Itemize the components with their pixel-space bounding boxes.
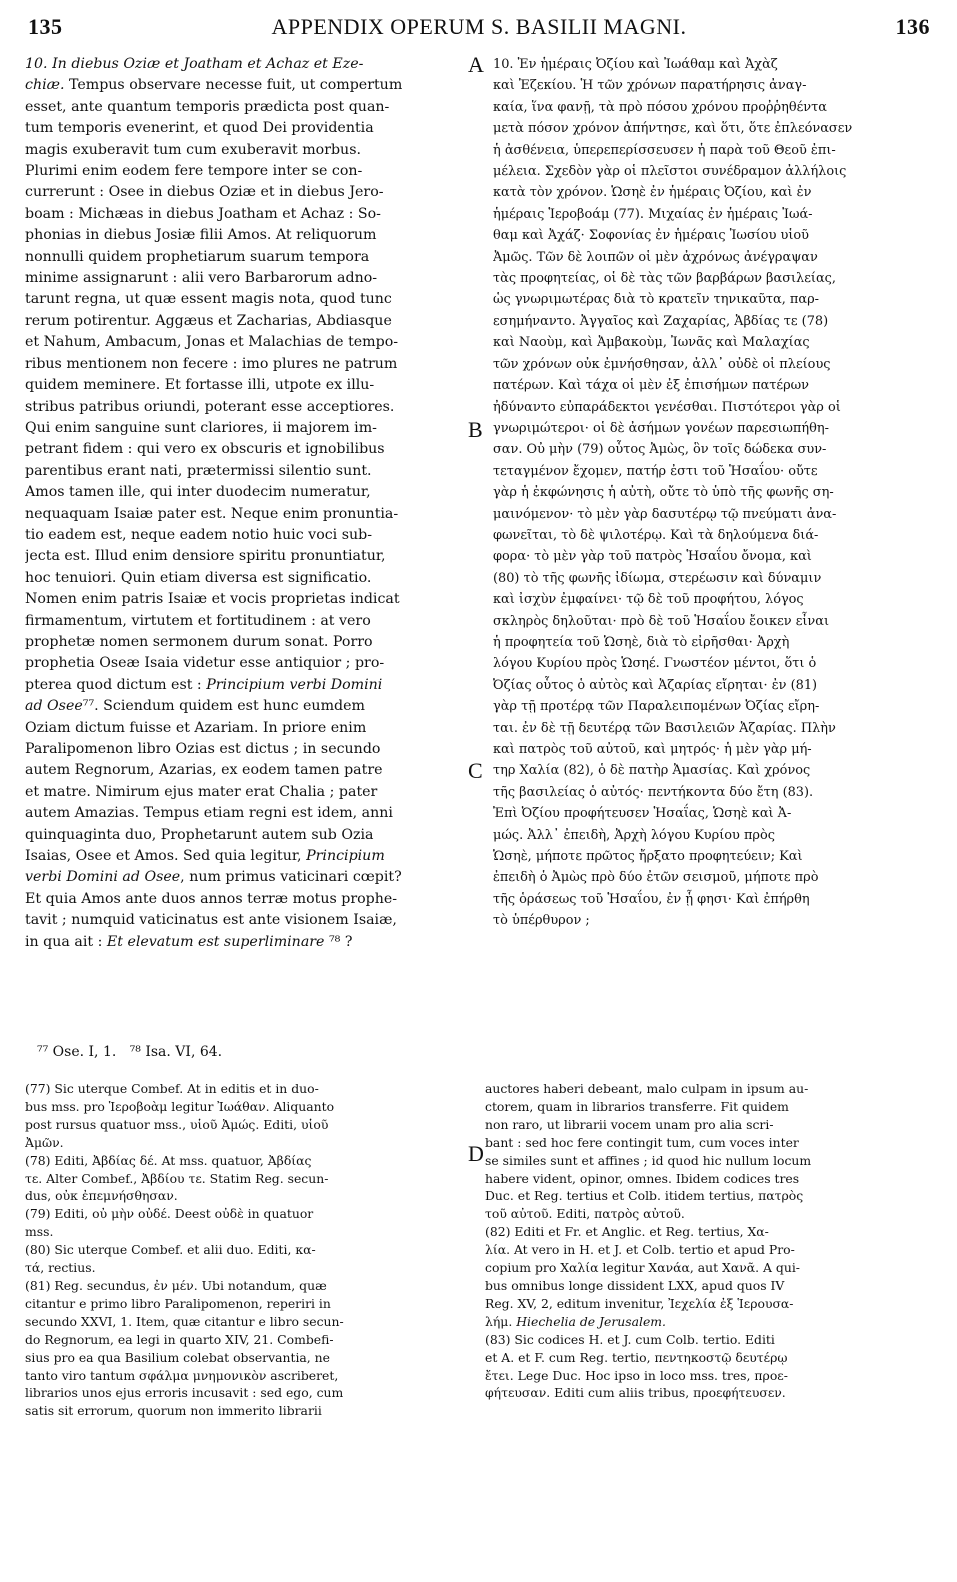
text-line: boam : Michæas in diebus Joatham et Achaz : So- xyxy=(25,205,381,222)
text-line: Et quia Amos ante duos annos terræ motus prophe- xyxy=(25,890,398,907)
text-line: ribus mentionem non fecere : imo plures ne patrum xyxy=(25,355,398,372)
note-line: (78) Editi, Ἀβδίας δέ. At mss. quatuor, Ἀβδίας xyxy=(25,1152,312,1168)
scripture-footnotes: ⁷⁷ Ose. I, 1. ⁷⁸ Isa. VI, 64. xyxy=(37,1044,223,1060)
text-line: σκληρὸς δηλοῦται· πρὸ δὲ τοῦ Ἡσαΐου ἔοικεν εἶναι xyxy=(493,613,830,629)
text-line: Isaias, Osee et Amos. Sed quia legitur, Principium xyxy=(25,848,385,865)
text-line: firmamentum, virtutem et fortitudinem : at vero xyxy=(25,612,371,629)
text-line: σαν. Οὐ μὴν (79) οὗτος Ἀμὼς, ὃν τοῖς δώδεκα συν- xyxy=(493,442,827,458)
quotation: Principium verbi Domini xyxy=(206,676,383,693)
text-line: tum temporis evenerint, et quod Dei providentia xyxy=(25,120,374,137)
footnote-ref: ⁷⁷ xyxy=(82,698,95,715)
text-line: καὶ ἰσχὺν ἐμφαίνει· τῷ δὲ τοῦ προφήτου, λόγος xyxy=(493,592,804,608)
text-line: nonnulli quidem prophetiarum suarum tempora xyxy=(25,248,370,265)
quotation: Hiechelia de Jerusalem. xyxy=(516,1313,666,1329)
text-line: μέλεια. Σχεδὸν γὰρ οἱ πλεῖστοι συνέδραμον ἀλλήλοις xyxy=(493,164,847,180)
note-line: τοῦ αὐτοῦ. Editi, πατρὸς αὐτοῦ. xyxy=(485,1206,685,1222)
text-line: ἡ προφητεία τοῦ Ὡσηὲ, διὰ τὸ εἰρῆσθαι· Ἀρχὴ xyxy=(493,634,790,650)
note-line: τε. Alter Combef., Ἀβδίου τε. Statim Reg. secun- xyxy=(25,1170,329,1186)
page-header xyxy=(28,14,930,44)
quotation: ad Osee xyxy=(25,698,83,715)
text-line: ὡς γνωριμωτέρας διὰ τὸ κρατεῖν τηνικαῦτα, παρ- xyxy=(493,292,820,308)
page-number-right: 136 xyxy=(895,14,930,39)
text-line: καὶ Ἐζεκίου. Ἡ τῶν χρόνων παρατήρησις ἀναγ- xyxy=(493,78,807,94)
text-line: Plurimi enim eodem fere tempore inter se con- xyxy=(25,163,363,180)
text-line: prophetia Oseæ Isaia videtur esse antiquior ; pro- xyxy=(25,655,385,672)
text-line: stribus patribus oriundi, poterant esse acceptiores. xyxy=(25,398,395,415)
text-line: γνωριμώτεροι· οἱ δὲ ἀσήμων γονέων παρεσιωπήθη- xyxy=(493,420,829,436)
text-line: τῶν χρόνων οὐκ ἐμνήσθησαν, ἀλλ᾽ οὐδὲ οἱ πλείους xyxy=(493,356,831,372)
note-line: λήμ. Hiechelia de Jerusalem. xyxy=(485,1313,666,1329)
margin-marker-d: D xyxy=(468,1141,484,1166)
text-line: Ὡσηὲ, μήποτε πρῶτος ἤρξατο προφητεύειν; Καὶ xyxy=(493,849,803,865)
note-line: λία. At vero in H. et J. et Colb. tertio et apud Pro- xyxy=(485,1242,795,1258)
text-line: Paralipomenon libro Ozias est dictus ; in secundo xyxy=(25,741,381,757)
text-line: φορα· τὸ μὲν γὰρ τοῦ πατρὸς Ἡσαΐου ὄνομα, καὶ xyxy=(493,549,812,565)
quotation: Principium xyxy=(306,848,385,865)
text-line: κατὰ τὸν χρόνον. Ὡσηὲ ἐν ἡμέραις Ὀζίου, καὶ ἐν xyxy=(493,185,812,201)
text-line: quinquaginta duo, Prophetarunt autem sub Ozia xyxy=(25,826,374,843)
text-line: φωνεῖται, τὸ δὲ ψιλοτέρῳ. Καὶ τὰ δηλούμενα διά- xyxy=(493,527,819,543)
note-line: se similes sunt et affines ; id quod hic nullum locum xyxy=(485,1152,812,1168)
note-line: (77) Sic uterque Combef. At in editis et in duo- xyxy=(25,1081,319,1096)
latin-column xyxy=(25,54,465,953)
text-line: phonias in diebus Josiæ filii Amos. At reliquorum xyxy=(25,227,377,244)
text-line: tarunt regna, ut quæ essent magis nota, quod tunc xyxy=(25,291,392,308)
text-line: tavit ; numquid vaticinatus est ante visionem Isaiæ, xyxy=(25,912,397,929)
note-line: (82) Editi et Fr. et Anglic. et Reg. tertius, Χα- xyxy=(485,1224,769,1240)
note-line: bant : sed hoc fere contingit tum, cum voces inter xyxy=(485,1134,799,1150)
section-heading: 10. In diebus Oziæ et Joatham et Achaz et Eze- xyxy=(25,56,364,72)
page-number-left: 135 xyxy=(28,14,63,39)
text-line: μώς. Ἀλλ᾽ ἐπειδὴ, Ἀρχὴ λόγου Κυρίου πρὸς xyxy=(493,827,775,843)
text-line: μαινόμενον· τὸ μὲν γὰρ δασυτέρῳ τῷ πνεύματι ἀνα- xyxy=(493,506,837,522)
text-line: Amos tamen ille, qui inter duodecim numeratur, xyxy=(25,484,371,501)
note-line: et A. et F. cum Reg. tertio, πεντηκοστῷ δευτέρῳ xyxy=(485,1349,788,1365)
note-line: sius pro ea qua Basilium colebat observantia, ne xyxy=(25,1349,330,1365)
note-line: (80) Sic uterque Combef. et alii duo. Editi, κα- xyxy=(25,1242,316,1258)
text-line: Ἀμῶς. Τῶν δὲ λοιπῶν οἱ μὲν ἀχρόνως ἀνέγραψαν xyxy=(493,249,818,265)
note-line: habere vident, opinor, omnes. Ibidem codices tres xyxy=(485,1170,800,1186)
text-line: πατέρων. Καὶ τάχα οἱ μὲν ἐξ ἐπισήμων πατέρων xyxy=(493,378,810,394)
text-line: petrant fidem : qui vero ex obscuris et ignobilibus xyxy=(25,441,385,458)
note-line: dus, οὐκ ἐπεμνήσθησαν. xyxy=(25,1188,178,1204)
text-line: ἐπειδὴ ὁ Ἀμὼς πρὸ δύο ἐτῶν σεισμοῦ, μήποτε πρὸ xyxy=(493,870,819,886)
note-line: φήτευσαν. Editi cum aliis tribus, προεφήτευσεν. xyxy=(485,1385,786,1401)
text-line: λόγου Κυρίου πρὸς Ὡσηέ. Γνωστέον μέντοι, ὅτι ὁ xyxy=(493,656,817,672)
quotation: verbi Domini ad Osee xyxy=(25,869,181,886)
section-heading-end: chiæ. xyxy=(25,77,65,94)
margin-marker-a: A xyxy=(468,52,484,77)
note-line: citantur e primo libro Paralipomenon, reperiri in xyxy=(25,1295,331,1311)
text-line: 10. Ἐν ἡμέραις Ὀζίου καὶ Ἰωάθαμ καὶ Ἀχὰζ xyxy=(493,57,778,72)
text-line: (80) τὸ τῆς φωνῆς ἰδίωμα, στερέωσιν καὶ δύναμιν xyxy=(493,570,822,586)
note-line: ctorem, quam in librarios transferre. Fit quidem xyxy=(485,1098,789,1114)
text-line: Ἐπὶ Ὀζίου προφήτευσεν Ἡσαΐας, Ὡσηὲ καὶ Ἀ- xyxy=(493,806,792,822)
text-line: τηρ Χαλία (82), ὁ δὲ πατὴρ Ἀμασίας. Καὶ χρόνος xyxy=(493,763,811,779)
text-line: τεταγμένον ἔχομεν, πατήρ ἐστι τοῦ Ἡσαΐου· οὔτε xyxy=(493,463,818,479)
text-line: verbi Domini ad Osee, num primus vaticinari cœpit? xyxy=(25,869,402,886)
text-line: Qui enim sanguine sunt clariores, ii majorem im- xyxy=(25,419,377,436)
note-line: ἔτει. Lege Duc. Hoc ipso in loco mss. tres, προε- xyxy=(485,1367,788,1383)
text-line: γὰρ ἡ ἐκφώνησις ἡ αὐτὴ, οὔτε τὸ ὑπὸ τῆς φωνῆς ση- xyxy=(493,485,834,501)
text-line: quidem meminere. Et fortasse illi, utpote ex illu- xyxy=(25,377,375,394)
note-line: Reg. XV, 2, editum invenitur, Ἰεχελία ἐξ Ἱερουσα- xyxy=(485,1295,794,1311)
text-line: ται. ἐν δὲ τῇ δευτέρᾳ τῶν Βασιλειῶν Ἀζαρίας. Πλὴν xyxy=(493,720,836,736)
note-line: bus omnibus longe dissident LXX, apud quos IV xyxy=(485,1277,785,1293)
text-line: εσημήναντο. Ἀγγαῖος καὶ Ζαχαρίας, Ἀβδίας τε (78) xyxy=(493,313,829,329)
margin-marker-b: B xyxy=(468,417,483,442)
text-line: pterea quod dictum est : Principium verbi Domini xyxy=(25,676,383,693)
note-line: tanto viro tantum σφάλμα μνημονικὸν ascriberet, xyxy=(25,1367,339,1383)
text-line: τὸ ὑπέρθυρον ; xyxy=(493,913,590,929)
text-line: jecta est. Illud enim densiore spiritu pronuntiatur, xyxy=(25,548,386,565)
text-line: magis exuberavit tum cum exuberavit morbus. xyxy=(25,141,361,158)
margin-marker-c: C xyxy=(468,758,483,783)
text-line: in qua ait : Et elevatum est superliminare ⁷⁸ ? xyxy=(25,933,353,950)
note-line: secundo XXVI, 1. Item, quæ citantur e libro secun- xyxy=(25,1313,344,1329)
note-line: do Regnorum, ea legi in quarto XIV, 21. Combefi- xyxy=(25,1331,334,1347)
running-title: APPENDIX OPERUM S. BASILII MAGNI. xyxy=(271,14,687,39)
note-line: post rursus quatuor mss., υἱοῦ Ἀμώς. Editi, υἱοῦ xyxy=(25,1116,329,1132)
note-line: copium pro Χαλία legitur Χανάα, aut Χανᾶ. A qui- xyxy=(485,1260,800,1276)
note-line: bus mss. pro Ἱεροβοὰμ legitur Ἰωάθαν. Aliquanto xyxy=(25,1098,335,1114)
note-line: satis sit errorum, quorum non immerito librarii xyxy=(25,1403,322,1419)
text-line: μετὰ πόσον χρόνον ἀπήντησε, καὶ ὅτι, ὅτε ἐπλεόνασεν xyxy=(493,121,853,137)
note-line: mss. xyxy=(25,1224,54,1240)
note-line: (79) Editi, οὐ μὴν οὐδέ. Deest οὐδὲ in quatuor xyxy=(25,1206,314,1222)
note-line: (81) Reg. secundus, ἐν μέν. Ubi notandum, quæ xyxy=(25,1277,327,1293)
text-line: parentibus erant nati, prætermissi silentio sunt. xyxy=(25,462,372,479)
text-line: ἠδύναντο εὐπαράδεκτοι γενέσθαι. Πιστότεροι γὰρ οἱ xyxy=(493,399,841,415)
text-line: ad Osee⁷⁷. Sciendum quidem est hunc eumdem xyxy=(25,698,365,715)
text-line: Ὀζίας οὗτος ὁ αὐτὸς καὶ Ἀζαρίας εἴρηται· ἐν (81) xyxy=(493,677,818,693)
text-line: τῆς ὁράσεως τοῦ Ἡσαΐου, ἐν ᾗ φησι· Καὶ ἐπήρθη xyxy=(493,891,810,907)
text-line: θαμ καὶ Ἀχάζ· Σοφονίας ἐν ἡμέραις Ἰωσίου υἱοῦ xyxy=(493,228,809,244)
text-line: chiæ. Tempus observare necesse fuit, ut compertum xyxy=(25,77,403,94)
text-line: γὰρ τῇ προτέρᾳ τῶν Παραλειπομένων Ὀζίας εἴρη- xyxy=(493,699,820,715)
note-line: Duc. et Reg. tertius et Colb. itidem tertius, πατρὸς xyxy=(485,1188,804,1204)
text-line: καὶ Ναοὺμ, καὶ Ἀμβακοὺμ, Ἰωνᾶς καὶ Μαλαχίας xyxy=(493,335,810,351)
note-line: librarios unos ejus erroris incusavit : sed ego, cum xyxy=(25,1385,344,1401)
note-line: auctores haberi debeant, malo culpam in ipsum au- xyxy=(485,1081,809,1096)
text-line: prophetæ nomen sermonem durum sonat. Porro xyxy=(25,633,373,650)
text-line: et Nahum, Ambacum, Jonas et Malachias de tempo- xyxy=(25,334,399,351)
text-line: esset, ante quantum temporis prædicta post quan- xyxy=(25,98,390,115)
note-line: τά, rectius. xyxy=(25,1260,96,1276)
text-line: currerunt : Osee in diebus Oziæ et in diebus Jero- xyxy=(25,184,384,201)
text-line xyxy=(25,54,465,75)
text-line: καὶ πατρὸς τοῦ αὐτοῦ, καὶ μητρός· ἡ μὲν γὰρ μή- xyxy=(493,742,812,757)
text-line: τὰς προφητείας, οἱ δὲ τὰς τῶν βαρβάρων βασιλείας, xyxy=(493,271,836,287)
greek-column xyxy=(493,54,938,932)
notes-left-column xyxy=(25,1080,465,1420)
quotation: Et elevatum est superliminare xyxy=(106,933,325,950)
text-line: rerum potirentur. Aggæus et Zacharias, Abdiasque xyxy=(25,312,392,329)
note-line: Ἀμῶν. xyxy=(25,1134,64,1150)
text-line: καία, ἵνα φανῇ, τὰ πρὸ πόσου χρόνου προῤῥηθέντα xyxy=(493,99,827,115)
footnote-ref: ⁷⁸ ? xyxy=(324,933,353,950)
text-line: autem Regnorum, Azarias, ex eodem tamen patre xyxy=(25,762,383,779)
text-line: hoc tenuiori. Quin etiam diversa est significatio. xyxy=(25,569,372,586)
text-line: minime assignarunt : alii vero Barbarorum adno- xyxy=(25,270,378,287)
text-line: nequaquam Isaiæ pater est. Neque enim pronuntia- xyxy=(25,505,399,522)
note-line: non raro, ut librarii vocem unam pro alia scri- xyxy=(485,1116,774,1132)
notes-right-column xyxy=(485,1080,935,1402)
text-line: ἡμέραις Ἱεροβοάμ (77). Μιχαίας ἐν ἡμέραις Ἰωά- xyxy=(493,206,813,222)
text-line: Oziam dictum fuisse et Azariam. In priore enim xyxy=(25,719,367,736)
text-line: et matre. Nimirum ejus mater erat Chalia ; pater xyxy=(25,783,378,800)
text-line: tio eadem est, neque eadem notio huic voci sub- xyxy=(25,526,373,543)
text-line: ἡ ἀσθένεια, ὑπερεπερίσσευσεν ἡ παρὰ τοῦ Θεοῦ ἐπι- xyxy=(493,142,836,158)
text-line: Nomen enim patris Isaiæ et vocis proprietas indicat xyxy=(25,591,400,608)
text-line: autem Amazias. Tempus etiam regni est idem, anni xyxy=(25,805,393,822)
text-line: τῆς βασιλείας ὁ αὐτός· πεντήκοντα δύο ἔτη (83). xyxy=(493,784,814,800)
note-line: (83) Sic codices H. et J. cum Colb. tertio. Editi xyxy=(485,1331,775,1347)
